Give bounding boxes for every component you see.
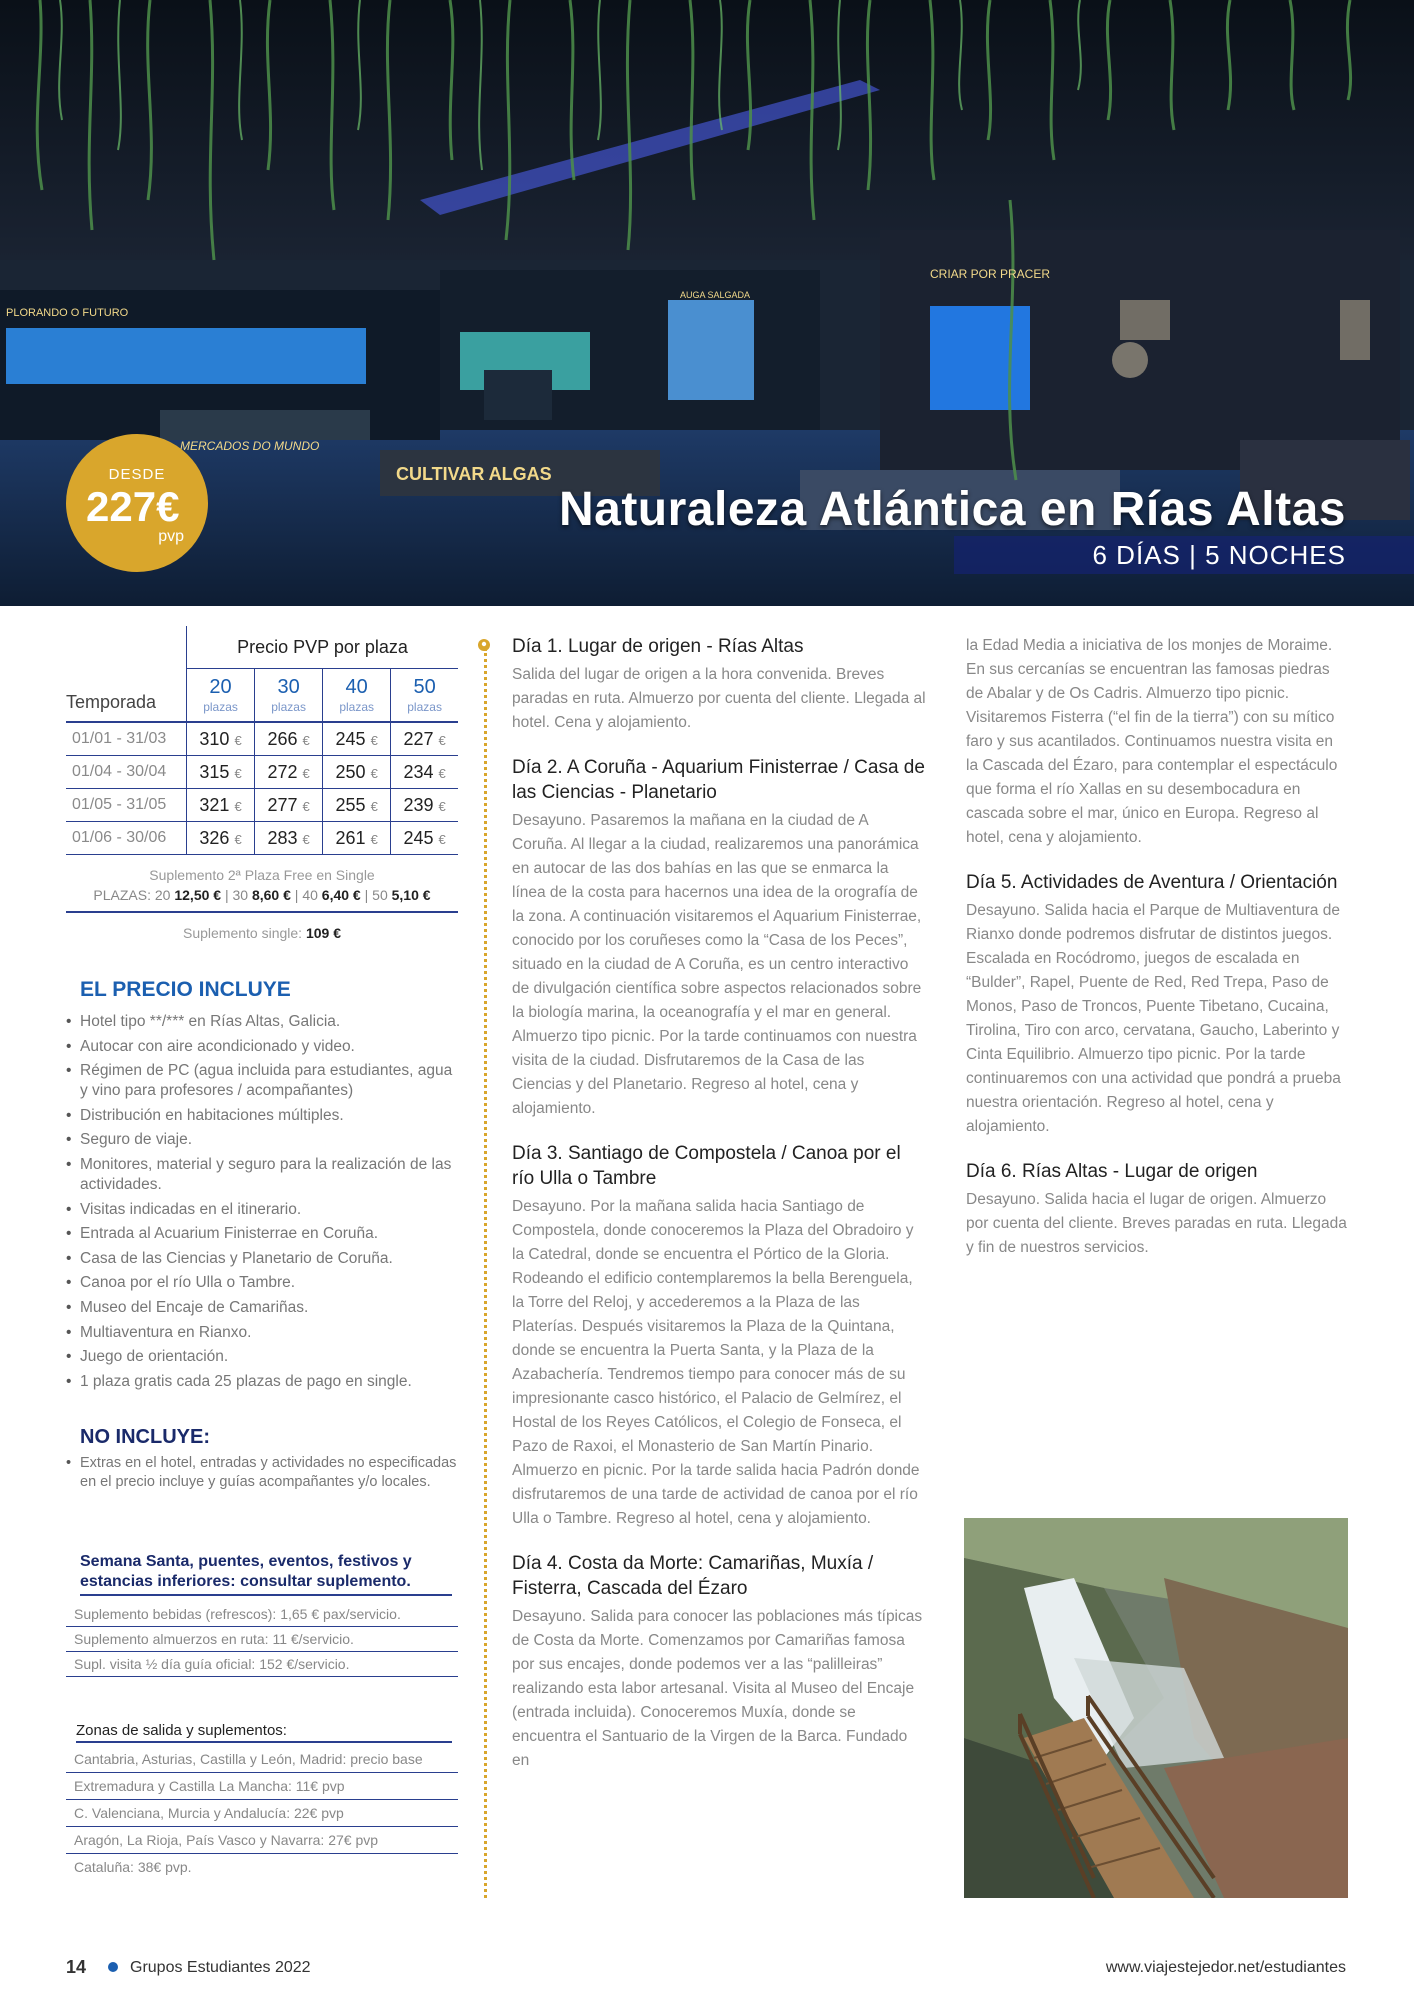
supplement-single: Suplemento single: 109 € bbox=[182, 925, 341, 941]
sign-auga: AUGA SALGADA bbox=[680, 290, 751, 300]
list-item: Cantabria, Asturias, Castilla y León, Madrid: precio base bbox=[66, 1746, 458, 1773]
list-item: • Casa de las Ciencias y Planetario de Coruña. bbox=[66, 1249, 458, 1269]
list-item: Aragón, La Rioja, País Vasco y Navarra: 27€ pvp bbox=[66, 1827, 458, 1854]
table-row: 01/01 - 31/03 310 € 266 € 245 € 227 € bbox=[66, 722, 458, 756]
left-column bbox=[66, 626, 458, 1875]
list-item: Extremadura y Castilla La Mancha: 11€ pvp bbox=[66, 1773, 458, 1800]
list-item: C. Valenciana, Murcia y Andalucía: 22€ pvp bbox=[66, 1800, 458, 1827]
page-number: 14 bbox=[66, 1957, 87, 1977]
includes-list bbox=[66, 1012, 458, 1396]
list-item: Suplemento almuerzos en ruta: 11 €/servicio. bbox=[66, 1627, 458, 1652]
day-2-text: Desayuno. Pasaremos la mañana en la ciudad de A Coruña. Al llegar a la ciudad, realizaremos una panorámica en autocar de las dos bahías en las que se enmarca la línea de la costa para hacernos una idea de la orografía de la zona. A continuación visitaremos el Aquarium Finisterrae, conocido por los coruñeses como la “Casa de los Peces”, situado en la ciudad de A Coruña, es un centro interactivo de divulgación científica sobre aspectos relacionados sobre la biología marina, la oceanografía y el mar en general. Almuerzo tipo picnic. Por la tarde continuamos con nuestra visita de la ciudad. Disfrutaremos de la Casa de las Ciencias y del Planetario. Regreso al hotel, cena y alojamiento. bbox=[512, 812, 922, 1117]
price-table bbox=[66, 626, 458, 855]
list-item: • Distribución en habitaciones múltiples. bbox=[66, 1106, 458, 1126]
day-5-title: Día 5. Actividades de Aventura / Orientación bbox=[966, 872, 1338, 893]
col-30: 30 plazas bbox=[255, 669, 323, 723]
includes-title: EL PRECIO INCLUYE bbox=[80, 978, 291, 1001]
itinerary-column-2 bbox=[966, 634, 1348, 1280]
day-2-title: Día 2. A Coruña - Aquarium Finisterrae / Casa de las Ciencias - Planetario bbox=[512, 757, 925, 803]
table-row: 01/05 - 31/05 321 € 277 € 255 € 239 € bbox=[66, 789, 458, 822]
supplements-heading: Semana Santa, puentes, eventos, festivos y estancias inferiores: consultar suplemento. bbox=[80, 1552, 452, 1596]
zones-heading: Zonas de salida y suplementos: bbox=[76, 1722, 452, 1743]
sign-mercados: MERCADOS DO MUNDO bbox=[180, 439, 320, 453]
price-badge bbox=[66, 434, 208, 572]
list-item: • Museo del Encaje de Camariñas. bbox=[66, 1298, 458, 1318]
waterfall-photo bbox=[964, 1518, 1348, 1898]
zones-list bbox=[66, 1746, 458, 1880]
day-1-title: Día 1. Lugar de origen - Rías Altas bbox=[512, 636, 804, 657]
price-badge-label: DESDE bbox=[108, 466, 166, 483]
sign-cultivar: CULTIVAR ALGAS bbox=[396, 464, 552, 484]
list-item: • Autocar con aire acondicionado y video. bbox=[66, 1037, 458, 1057]
day-4-title: Día 4. Costa da Morte: Camariñas, Muxía / Fisterra, Cascada del Ézaro bbox=[512, 1553, 874, 1599]
col-temporada: Temporada bbox=[66, 626, 187, 722]
list-item: • Seguro de viaje. bbox=[66, 1130, 458, 1150]
price-table-heading: Precio PVP por plaza bbox=[187, 626, 459, 669]
list-item: • Entrada al Acuarium Finisterrae en Coruña. bbox=[66, 1224, 458, 1244]
list-item: • Monitores, material y seguro para la realización de las actividades. bbox=[66, 1155, 458, 1195]
waterfall-image bbox=[964, 1518, 1348, 1898]
supplement-plazas: PLAZAS: 20 12,50 € | 30 8,60 € | 40 6,40 € | 50 5,10 € bbox=[66, 887, 458, 913]
table-row: 01/04 - 30/04 315 € 272 € 250 € 234 € bbox=[66, 756, 458, 789]
col-20: 20 plazas bbox=[187, 669, 255, 723]
price-badge-pvp: pvp bbox=[158, 528, 184, 545]
footer-url[interactable]: www.viajestejedor.net/estudiantes bbox=[1105, 1959, 1346, 1976]
day-4-continued: la Edad Media a iniciativa de los monjes de Moraime. En sus cercanías se encuentran las famosas piedras de Abalar y de Os Cadris. Almuerzo tipo picnic. Visitaremos Fisterra (“el fin de la tierra”) con su mítico faro y sus acantilados. Continuamos nuestra visita en la Cascada del Ézaro, para contemplar el espectáculo que forma el río Xallas en su desembocadura en cascada sobre el mar, único en Europa. Regreso al hotel, cena y alojamiento. bbox=[966, 637, 1338, 846]
supplements-list bbox=[66, 1602, 458, 1677]
list-item: • Régimen de PC (agua incluida para estudiantes, agua y vino para profesores / acompañantes) bbox=[66, 1061, 458, 1101]
sign-explorando: PLORANDO O FUTURO bbox=[6, 307, 129, 319]
list-item: • Hotel tipo **/*** en Rías Altas, Galicia. bbox=[66, 1012, 458, 1032]
day-1-text: Salida del lugar de origen a la hora convenida. Breves paradas en ruta. Almuerzo por cuenta del cliente. Llegada al hotel. Cena y alojamiento. bbox=[512, 666, 926, 731]
sign-criar: CRIAR POR PRACER bbox=[930, 267, 1051, 281]
list-item: • Extras en el hotel, entradas y actividades no especificadas en el precio incluye y guías acompañantes y/o locales. bbox=[66, 1454, 458, 1492]
list-item: Suplemento bebidas (refrescos): 1,65 € pax/servicio. bbox=[66, 1602, 458, 1627]
itinerary-column-1 bbox=[512, 634, 926, 1773]
price-badge-amount: 227€ bbox=[86, 483, 180, 530]
list-item: • Canoa por el río Ulla o Tambre. bbox=[66, 1273, 458, 1293]
footer-publication: Grupos Estudiantes 2022 bbox=[130, 1959, 311, 1976]
footer-dot bbox=[108, 1962, 118, 1972]
trip-duration: 6 DÍAS | 5 NOCHES bbox=[1092, 540, 1346, 570]
list-item: Supl. visita ½ día guía oficial: 152 €/servicio. bbox=[66, 1652, 458, 1677]
day-4-text: Desayuno. Salida para conocer las poblaciones más típicas de Costa da Morte. Comenzamos por Camariñas famosa por sus encajes, donde podemos ver a las “palilleiras” realizando esta labor artesanal. Visita al Museo del Encaje (entrada incluida). Conoceremos Muxía, donde se encuentra el Santuario de la Virgen de la Barca. Fundado en bbox=[512, 1608, 923, 1769]
table-row: 01/06 - 30/06 326 € 283 € 261 € 245 € bbox=[66, 822, 458, 855]
list-item: • 1 plaza gratis cada 25 plazas de pago en single. bbox=[66, 1372, 458, 1392]
day-5-text: Desayuno. Salida hacia el Parque de Multiaventura de Rianxo donde podremos disfrutar de distintos juegos. Escalada en Rocódromo, juegos de escalada en “Bulder”, Rapel, Puente de Red, Red Trepa, Paso de Monos, Paso de Troncos, Puente Tibetano, Cucaina, Tirolina, Tiro con arco, cervatana, Gaucho, Laberinto y Cinta Equilibrio. Almuerzo tipo picnic. Por la tarde continuaremos con una actividad que pondrá a prueba nuestra orientación. Regreso al hotel, cena y alojamiento. bbox=[966, 902, 1341, 1135]
list-item: • Juego de orientación. bbox=[66, 1347, 458, 1367]
list-item: • Multiaventura en Rianxo. bbox=[66, 1323, 458, 1343]
day-6-text: Desayuno. Salida hacia el lugar de origen. Almuerzo por cuenta del cliente. Breves paradas en ruta. Llegada y fin de nuestros servicios. bbox=[966, 1191, 1347, 1256]
list-item: Cataluña: 38€ pvp. bbox=[74, 1859, 192, 1875]
not-included-title: NO INCLUYE: bbox=[80, 1426, 210, 1448]
hero-image bbox=[0, 0, 1414, 606]
list-item: • Visitas indicadas en el itinerario. bbox=[66, 1200, 458, 1220]
col-50: 50 plazas bbox=[391, 669, 458, 723]
supplement-free-single: Suplemento 2ª Plaza Free en Single bbox=[149, 867, 375, 883]
day-3-text: Desayuno. Por la mañana salida hacia Santiago de Compostela, donde conoceremos la Plaza del Obradoiro y la Catedral, donde se encuentra el Pórtico de la Gloria. Rodeando el edificio contemplaremos la bella Berenguela, la Torre del Reloj, y accederemos a la Plaza de las Platerías. Después visitaremos la Plaza de la Quintana, donde se encuentra la Puerta Santa, y la Plaza de la Azabachería. Tendremos tiempo para conocer más de su impresionante casco histórico, el Palacio de Gelmírez, el Hostal de los Reyes Católicos, el Colegio de Fonseca, el Pazo de Raxoi, el Monasterio de San Martín Pinario. Almuerzo en picnic. Por la tarde salida hacia Padrón donde disfrutaremos de una tarde de actividad de canoa por el río Ulla o Tambre. Regreso al hotel, cena y alojamiento. bbox=[512, 1198, 920, 1527]
dotted-divider bbox=[484, 648, 487, 1898]
col-40: 40 plazas bbox=[323, 669, 391, 723]
day-6-title: Día 6. Rías Altas - Lugar de origen bbox=[966, 1161, 1258, 1182]
day-3-title: Día 3. Santiago de Compostela / Canoa por el río Ulla o Tambre bbox=[512, 1143, 901, 1189]
not-included-list bbox=[66, 1454, 458, 1497]
trip-title: Naturaleza Atlántica en Rías Altas bbox=[558, 483, 1346, 536]
